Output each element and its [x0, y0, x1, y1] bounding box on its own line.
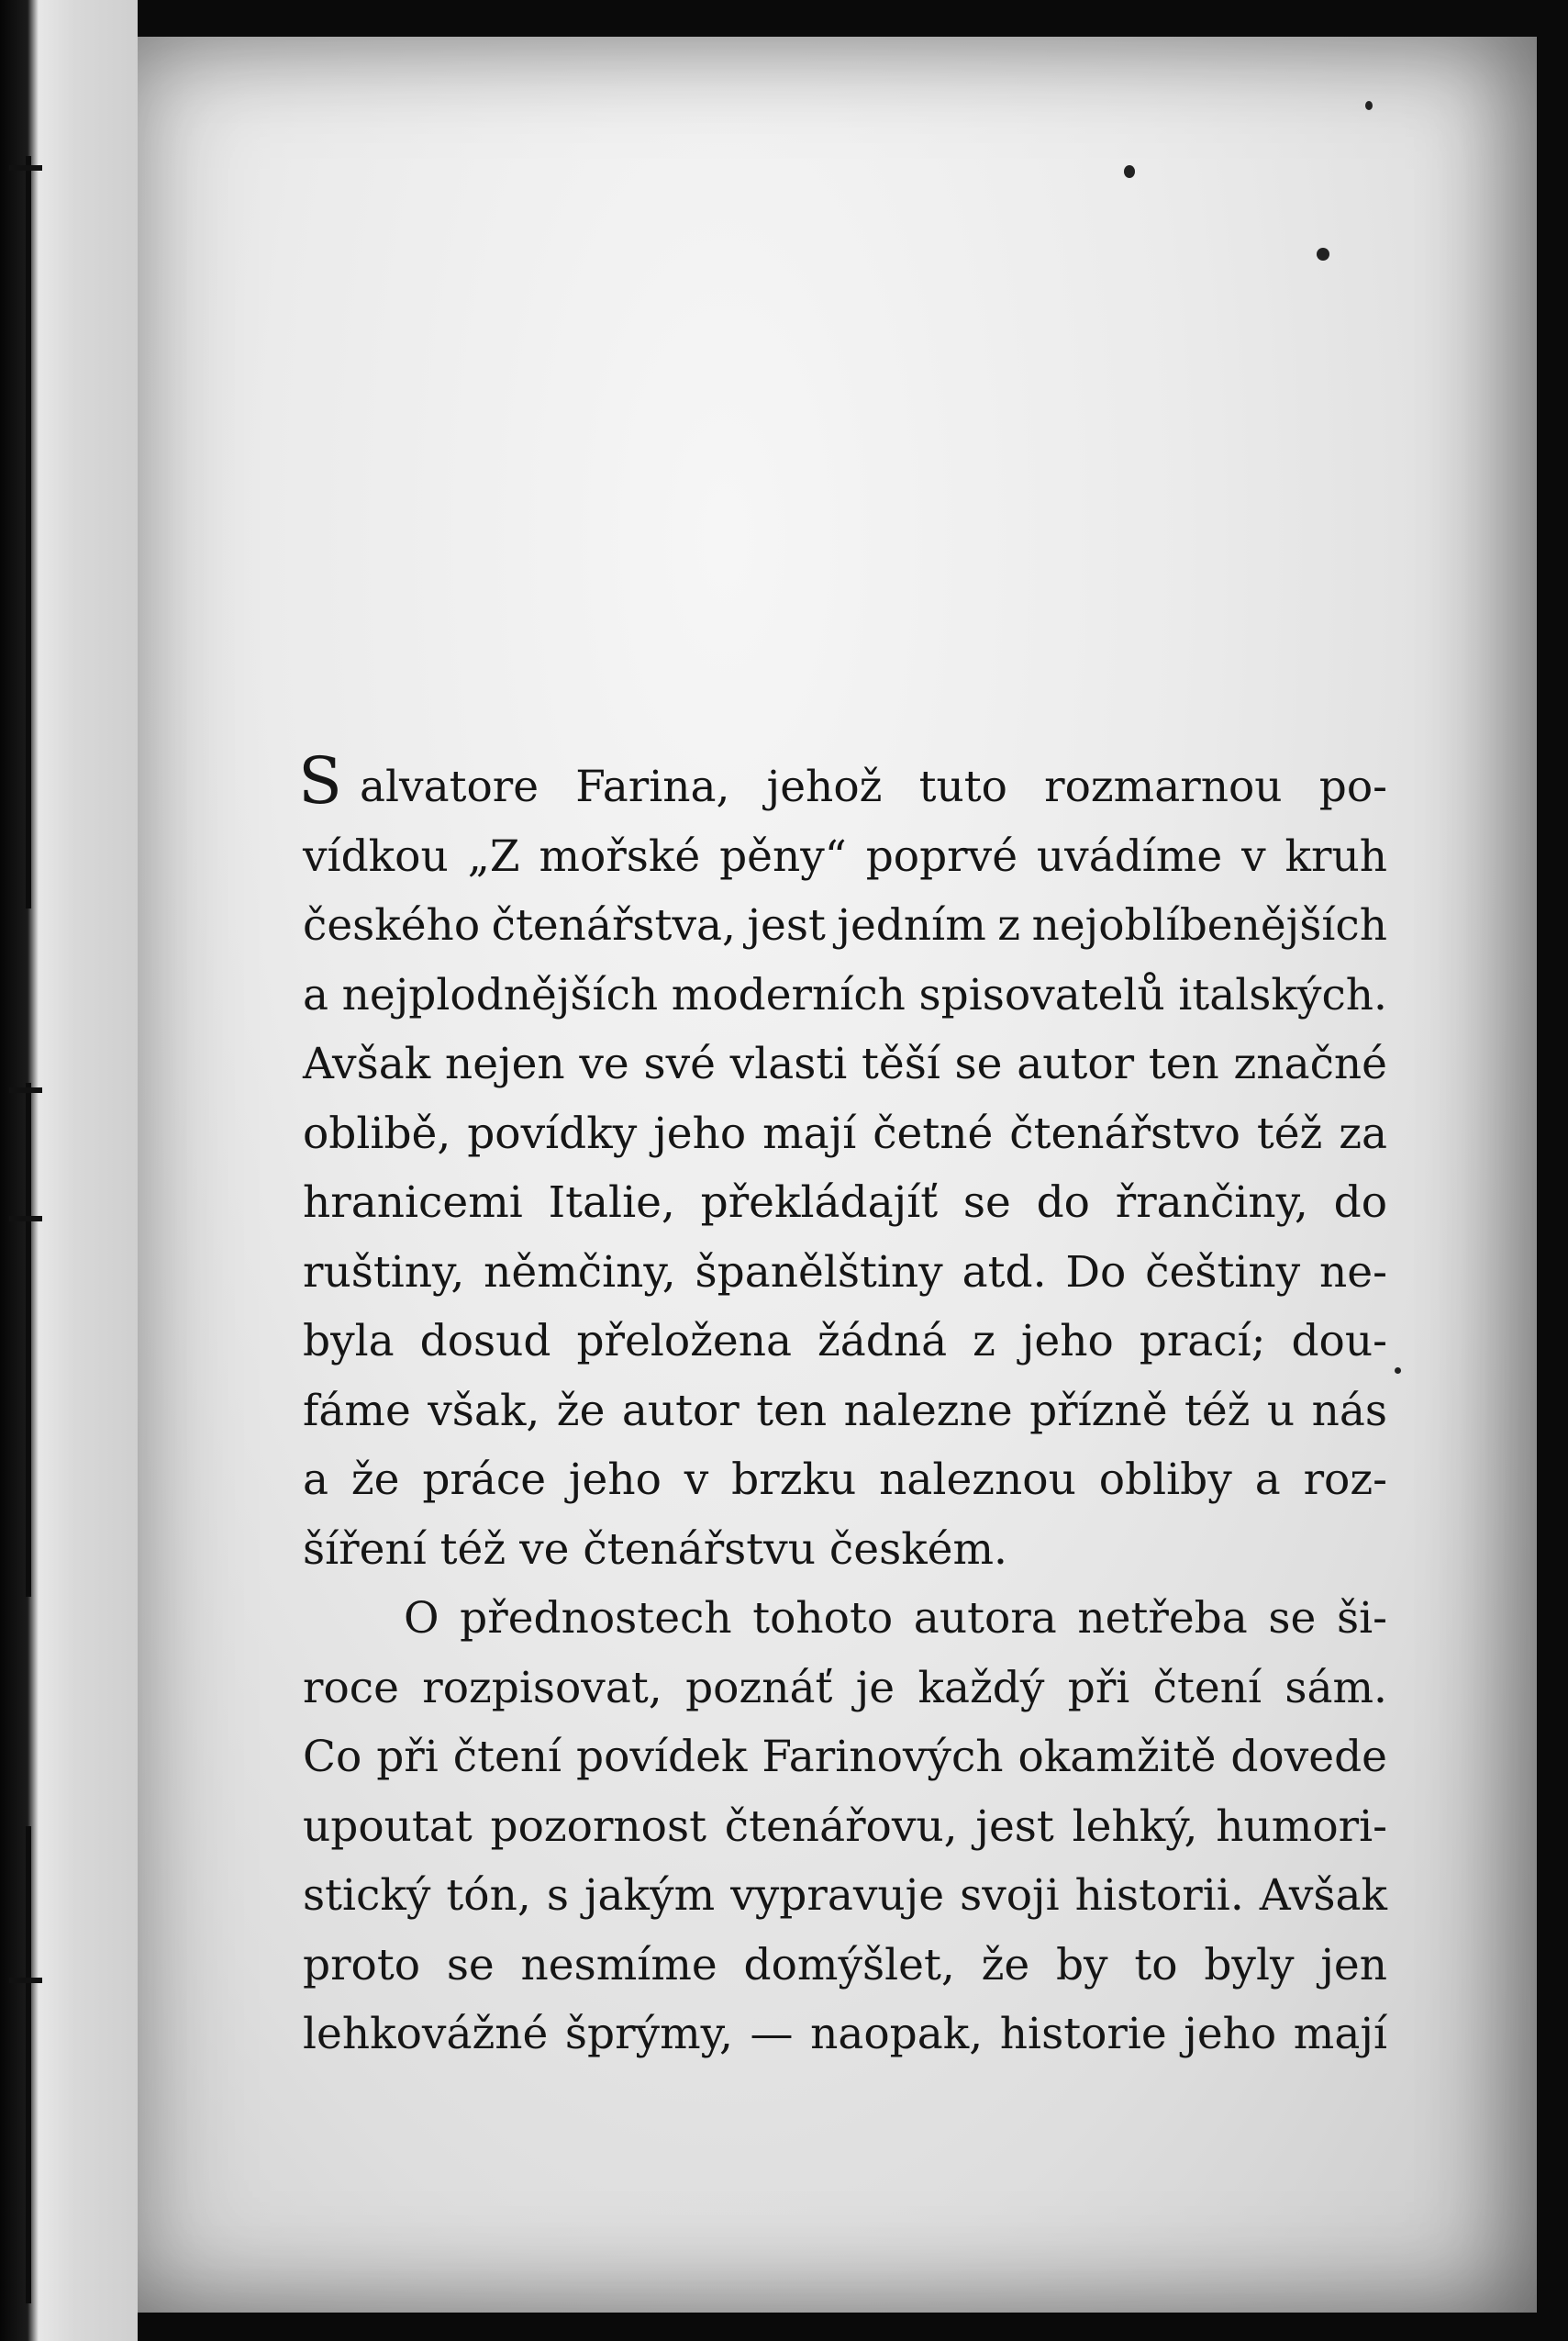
binding-stitch: [9, 1087, 42, 1093]
text-line: oblibě, povídky jeho mají četné čtenářstvo též za: [303, 1108, 1387, 1159]
body-text: [298, 743, 1387, 2069]
ink-speck: [1124, 165, 1135, 178]
ink-speck: [1395, 1367, 1401, 1374]
paragraph-2: [303, 1584, 1387, 2069]
text-line: šíření též ve čtenářstvu českém.: [303, 1523, 1007, 1575]
ink-speck: [1365, 101, 1373, 110]
text-line: a nejplodnějších moderních spisovatelů italských.: [303, 969, 1387, 1020]
binding-thread: [26, 1826, 31, 2303]
text-line: alvatore Farina, jehož tuto rozmarnou po-: [360, 762, 1387, 812]
text-line: hranicemi Italie, překládajíť se do řrančiny, do: [303, 1177, 1387, 1228]
drop-cap: S: [298, 743, 342, 819]
binding-stitch: [9, 1216, 42, 1221]
text-line: lehkovážné šprýmy, — naopak, historie jeho mají: [303, 2009, 1387, 2059]
book-binding: [0, 0, 138, 2341]
text-line: a že práce jeho v brzku naleznou obliby a roz-: [303, 1455, 1387, 1505]
text-line: ruštiny, němčiny, španělštiny atd. Do češtiny ne-: [303, 1246, 1387, 1298]
text-line: O přednostech tohoto autora netřeba se ši-: [404, 1593, 1387, 1644]
text-line: stický tón, s jakým vypravuje svoji historii. Avšak: [303, 1870, 1387, 1921]
text-line: byla dosud přeložena žádná z jeho prací; dou-: [303, 1316, 1387, 1366]
ink-speck: [1317, 248, 1329, 261]
binding-thread: [26, 156, 31, 909]
text-line: roce rozpisovat, poznáť je každý při čtení sám.: [303, 1662, 1387, 1713]
text-line: fáme však, že autor ten nalezne přízně též u nás: [303, 1385, 1387, 1436]
text-line: Avšak nejen ve své vlasti těší se autor ten značné: [303, 1039, 1387, 1089]
binding-thread: [26, 1083, 31, 1597]
binding-stitch: [9, 1978, 42, 1983]
binding-stitch: [9, 165, 42, 171]
text-line: Co při čtení povídek Farinových okamžitě dovede: [303, 1732, 1387, 1782]
text-line: upoutat pozornost čtenářovu, jest lehký, humori-: [303, 1800, 1387, 1852]
text-line: českého čtenářstva, jest jedním z nejoblíbenějších: [303, 900, 1387, 951]
text-line: proto se nesmíme domýšlet, že by to byly jen: [303, 1939, 1387, 1990]
text-line: vídkou „Z mořské pěny“ poprvé uvádíme v kruh: [303, 830, 1387, 882]
paragraph-1: [298, 743, 1387, 1584]
